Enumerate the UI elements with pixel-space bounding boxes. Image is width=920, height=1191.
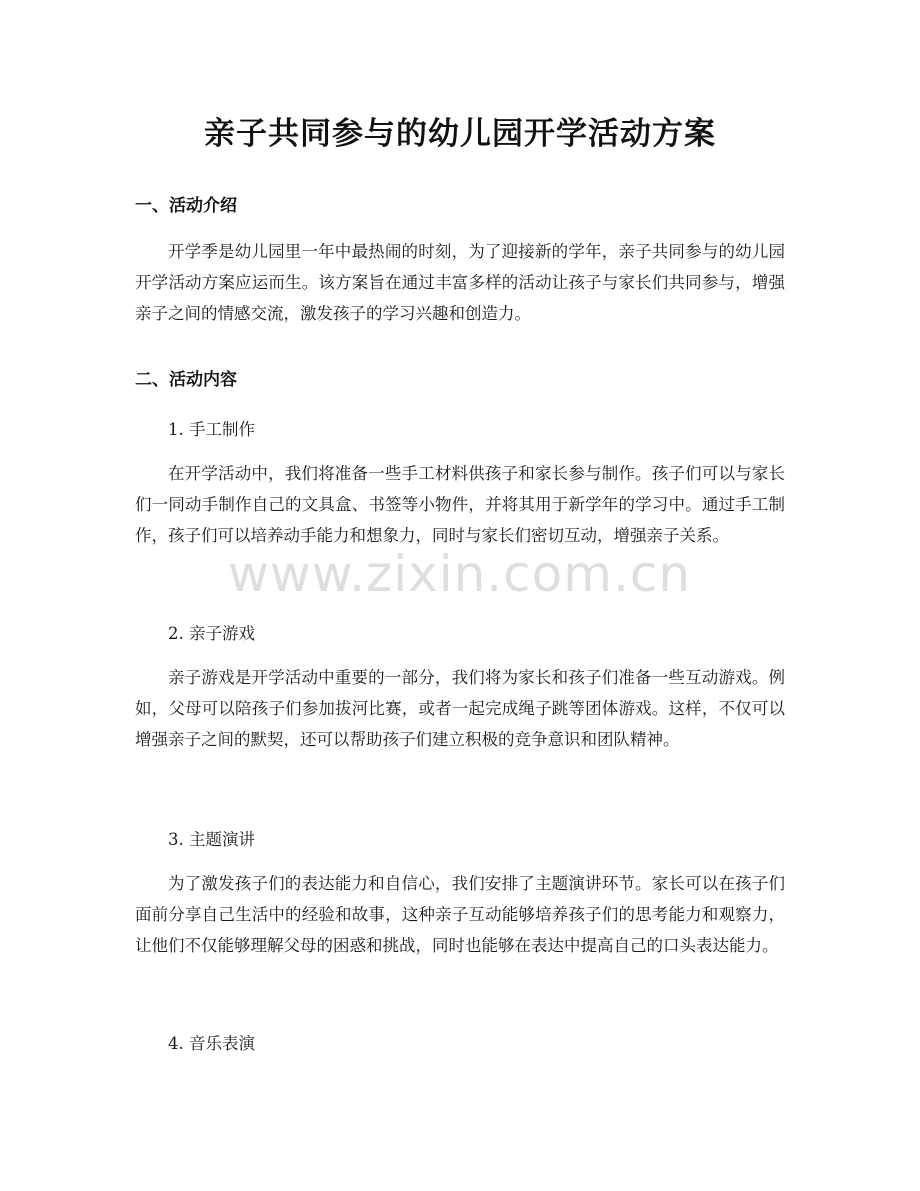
handcraft-paragraph: 在开学活动中，我们将准备一些手工材料供孩子和家长参与制作。孩子们可以与家长们一同动手制作自己的文具盒、书签等小物件，并将其用于新学年的学习中。通过手工制作，孩子们可以培养动手能力和想象力，同时与家长们密切互动，增强亲子关系。 [135, 464, 785, 545]
item-title-music-performance: 4. 音乐表演 [168, 1034, 255, 1053]
section-heading-intro: 一、活动介绍 [135, 196, 237, 216]
section-heading-content: 二、活动内容 [135, 370, 237, 390]
watermark-text: www.zixin.com.cn [228, 545, 692, 603]
document-title: 亲子共同参与的幼儿园开学活动方案 [204, 116, 716, 152]
intro-paragraph: 开学季是幼儿园里一年中最热闹的时刻，为了迎接新的学年，亲子共同参与的幼儿园开学活动方案应运而生。该方案旨在通过丰富多样的活动让孩子与家长们共同参与，增强亲子之间的情感交流，激发孩子的学习兴趣和创造力。 [135, 242, 785, 323]
speech-paragraph: 为了激发孩子们的表达能力和自信心，我们安排了主题演讲环节。家长可以在孩子们面前分享自己生活中的经验和故事，这种亲子互动能够培养孩子们的思考能力和观察力，让他们不仅能够理解父母的困惑和挑战，同时也能够在表达中提高自己的口头表达能力。 [135, 874, 785, 955]
games-paragraph: 亲子游戏是开学活动中重要的一部分，我们将为家长和孩子们准备一些互动游戏。例如，父母可以陪孩子们参加拔河比赛，或者一起完成绳子跳等团体游戏。这样，不仅可以增强亲子之间的默契，还可以帮助孩子们建立积极的竞争意识和团队精神。 [135, 668, 785, 749]
item-title-parent-child-games: 2. 亲子游戏 [168, 624, 255, 643]
item-title-theme-speech: 3. 主题演讲 [168, 830, 255, 849]
item-title-handcraft: 1. 手工制作 [168, 420, 255, 439]
